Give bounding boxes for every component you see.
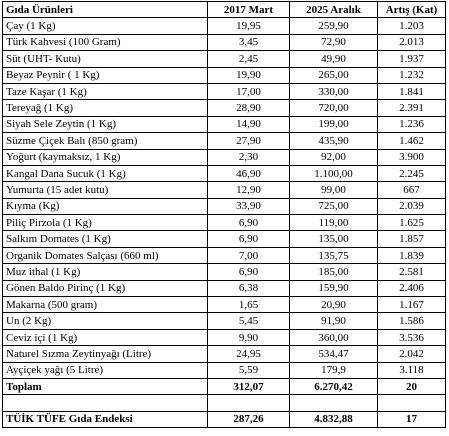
cell-price-2025: 92,00 bbox=[290, 149, 378, 165]
table-row bbox=[3, 280, 446, 296]
cell-increase: 3.118 bbox=[378, 362, 446, 378]
index-label: TÜİK TÜFE Gıda Endeksi bbox=[3, 411, 208, 427]
cell-price-2025: 99,00 bbox=[290, 182, 378, 198]
cell-increase: 1.937 bbox=[378, 51, 446, 67]
cell-price-2017: 19,90 bbox=[208, 67, 290, 83]
cell-price-2025: 135,00 bbox=[290, 231, 378, 247]
table-row bbox=[3, 51, 446, 67]
cell-price-2017: 33,90 bbox=[208, 198, 290, 214]
header-food-products: Gıda Ürünleri bbox=[3, 2, 208, 18]
cell-product-name: Organik Domates Salçası (660 ml) bbox=[3, 247, 208, 263]
header-row bbox=[3, 2, 446, 18]
cell-increase: 2.013 bbox=[378, 34, 446, 50]
cell-price-2025: 199,00 bbox=[290, 116, 378, 132]
cell-price-2025: 179,9 bbox=[290, 362, 378, 378]
cell-increase: 3.900 bbox=[378, 149, 446, 165]
cell-increase: 2.581 bbox=[378, 264, 446, 280]
cell-price-2017: 28,90 bbox=[208, 100, 290, 116]
cell-price-2025: 20,90 bbox=[290, 297, 378, 313]
table-row bbox=[3, 297, 446, 313]
cell-price-2025: 265,00 bbox=[290, 67, 378, 83]
cell-price-2025: 259,90 bbox=[290, 18, 378, 34]
header-2025-december: 2025 Aralık bbox=[290, 2, 378, 18]
total-row bbox=[3, 378, 446, 394]
cell-increase: 1.857 bbox=[378, 231, 446, 247]
cell-increase: 667 bbox=[378, 182, 446, 198]
cell-increase: 1.236 bbox=[378, 116, 446, 132]
total-increase: 20 bbox=[378, 378, 446, 394]
index-2017: 287,26 bbox=[208, 411, 290, 427]
cell-product-name: Tereyağ (1 Kg) bbox=[3, 100, 208, 116]
cell-price-2017: 1,65 bbox=[208, 297, 290, 313]
cell-price-2017: 5,59 bbox=[208, 362, 290, 378]
cell-price-2017: 2,30 bbox=[208, 149, 290, 165]
table-row bbox=[3, 264, 446, 280]
cell-price-2017: 12,90 bbox=[208, 182, 290, 198]
cell-product-name: Çay (1 Kg) bbox=[3, 18, 208, 34]
cell-product-name: Salkım Domates (1 Kg) bbox=[3, 231, 208, 247]
cell-price-2017: 14,90 bbox=[208, 116, 290, 132]
table-row bbox=[3, 362, 446, 378]
total-2017: 312,07 bbox=[208, 378, 290, 394]
cell-price-2017: 5,45 bbox=[208, 313, 290, 329]
cell-price-2017: 6,90 bbox=[208, 215, 290, 231]
cell-product-name: Muz ithal (1 Kg) bbox=[3, 264, 208, 280]
table-row bbox=[3, 231, 446, 247]
header-2017-march: 2017 Mart bbox=[208, 2, 290, 18]
blank-cell bbox=[208, 395, 290, 411]
table-row bbox=[3, 215, 446, 231]
cell-increase: 1.462 bbox=[378, 133, 446, 149]
cell-increase: 2.042 bbox=[378, 346, 446, 362]
cell-increase: 1.625 bbox=[378, 215, 446, 231]
cell-price-2025: 360,00 bbox=[290, 329, 378, 345]
table-row bbox=[3, 133, 446, 149]
table-row bbox=[3, 165, 446, 181]
cell-price-2017: 17,00 bbox=[208, 83, 290, 99]
blank-row bbox=[3, 395, 446, 411]
cell-increase: 1.203 bbox=[378, 18, 446, 34]
cell-price-2017: 24,95 bbox=[208, 346, 290, 362]
table-row bbox=[3, 346, 446, 362]
cell-increase: 2.406 bbox=[378, 280, 446, 296]
table-row bbox=[3, 18, 446, 34]
cell-price-2025: 49,90 bbox=[290, 51, 378, 67]
cell-product-name: Gönen Baldo Pirinç (1 Kg) bbox=[3, 280, 208, 296]
cell-price-2025: 1.100,00 bbox=[290, 165, 378, 181]
table-row bbox=[3, 198, 446, 214]
cell-price-2025: 91,90 bbox=[290, 313, 378, 329]
table-row bbox=[3, 100, 446, 116]
index-increase: 17 bbox=[378, 411, 446, 427]
table-row bbox=[3, 67, 446, 83]
table-row bbox=[3, 247, 446, 263]
cell-price-2017: 3,45 bbox=[208, 34, 290, 50]
cell-product-name: Ceviz içi (1 Kg) bbox=[3, 329, 208, 345]
cell-price-2017: 46,90 bbox=[208, 165, 290, 181]
cell-price-2025: 135,75 bbox=[290, 247, 378, 263]
cell-product-name: Makarna (500 gram) bbox=[3, 297, 208, 313]
cell-product-name: Siyah Sele Zeytin (1 Kg) bbox=[3, 116, 208, 132]
cell-price-2025: 72,90 bbox=[290, 34, 378, 50]
cell-price-2025: 435,90 bbox=[290, 133, 378, 149]
blank-cell bbox=[3, 395, 208, 411]
cell-price-2025: 534,47 bbox=[290, 346, 378, 362]
cell-product-name: Un (2 Kg) bbox=[3, 313, 208, 329]
cell-price-2017: 7,00 bbox=[208, 247, 290, 263]
cell-product-name: Taze Kaşar (1 Kg) bbox=[3, 83, 208, 99]
cell-product-name: Süt (UHT- Kutu) bbox=[3, 51, 208, 67]
cell-increase: 1.839 bbox=[378, 247, 446, 263]
food-price-table bbox=[2, 1, 446, 428]
cell-product-name: Beyaz Peynir ( 1 Kg) bbox=[3, 67, 208, 83]
index-2025: 4.832,88 bbox=[290, 411, 378, 427]
table-body bbox=[3, 18, 446, 379]
cell-increase: 1.167 bbox=[378, 297, 446, 313]
cell-product-name: Süzme Çiçek Balı (850 gram) bbox=[3, 133, 208, 149]
total-label: Toplam bbox=[3, 378, 208, 394]
table-row bbox=[3, 116, 446, 132]
cell-product-name: Ayçiçek yağı (5 Litre) bbox=[3, 362, 208, 378]
cell-product-name: Türk Kahvesi (100 Gram) bbox=[3, 34, 208, 50]
cell-increase: 2.245 bbox=[378, 165, 446, 181]
cell-price-2025: 720,00 bbox=[290, 100, 378, 116]
cell-price-2025: 330,00 bbox=[290, 83, 378, 99]
cell-price-2025: 185,00 bbox=[290, 264, 378, 280]
cell-price-2017: 9,90 bbox=[208, 329, 290, 345]
table-row bbox=[3, 182, 446, 198]
cell-increase: 1.232 bbox=[378, 67, 446, 83]
cell-product-name: Kangal Dana Sucuk (1 Kg) bbox=[3, 165, 208, 181]
table-row bbox=[3, 313, 446, 329]
cell-increase: 1.841 bbox=[378, 83, 446, 99]
table-row bbox=[3, 149, 446, 165]
index-row bbox=[3, 411, 446, 427]
cell-increase: 3.536 bbox=[378, 329, 446, 345]
cell-price-2017: 2,45 bbox=[208, 51, 290, 67]
blank-cell bbox=[378, 395, 446, 411]
cell-product-name: Yoğurt (kaymaksız, 1 Kg) bbox=[3, 149, 208, 165]
header-increase-factor: Artış (Kat) bbox=[378, 2, 446, 18]
table-row bbox=[3, 83, 446, 99]
cell-price-2017: 6,38 bbox=[208, 280, 290, 296]
cell-price-2017: 6,90 bbox=[208, 231, 290, 247]
cell-increase: 1.586 bbox=[378, 313, 446, 329]
cell-price-2017: 19,95 bbox=[208, 18, 290, 34]
table-row bbox=[3, 329, 446, 345]
cell-price-2025: 725,00 bbox=[290, 198, 378, 214]
cell-price-2025: 119,00 bbox=[290, 215, 378, 231]
cell-increase: 2.039 bbox=[378, 198, 446, 214]
cell-increase: 2.391 bbox=[378, 100, 446, 116]
cell-product-name: Kıyma (Kg) bbox=[3, 198, 208, 214]
cell-product-name: Naturel Sızma Zeytinyağı (Litre) bbox=[3, 346, 208, 362]
cell-product-name: Piliç Pirzola (1 Kg) bbox=[3, 215, 208, 231]
total-2025: 6.270,42 bbox=[290, 378, 378, 394]
blank-cell bbox=[290, 395, 378, 411]
table-row bbox=[3, 34, 446, 50]
cell-price-2017: 27,90 bbox=[208, 133, 290, 149]
cell-product-name: Yumurta (15 adet kutu) bbox=[3, 182, 208, 198]
cell-price-2025: 159,90 bbox=[290, 280, 378, 296]
cell-price-2017: 6,90 bbox=[208, 264, 290, 280]
